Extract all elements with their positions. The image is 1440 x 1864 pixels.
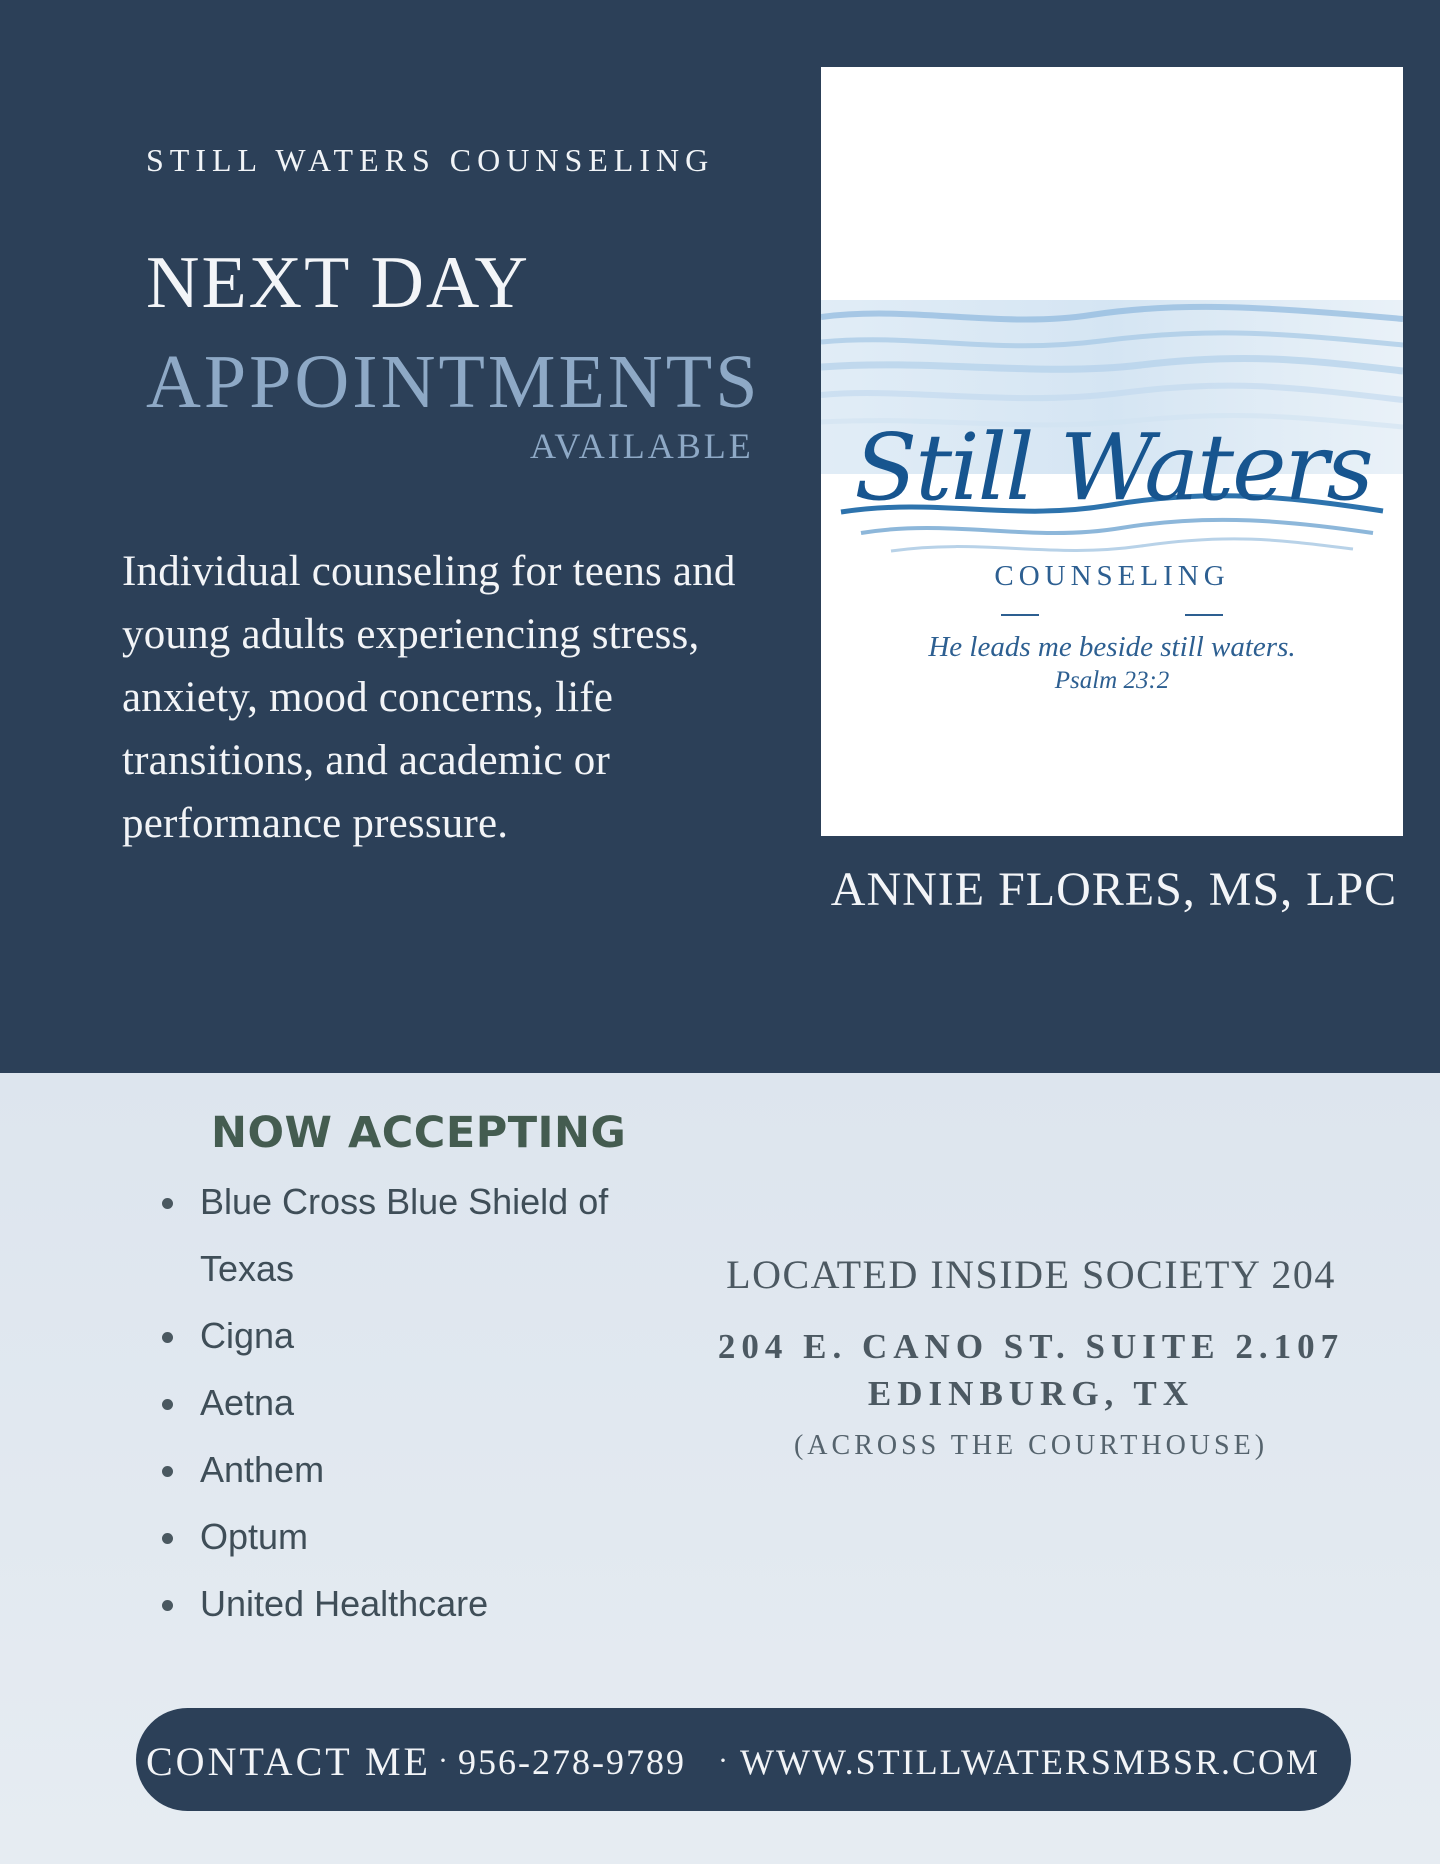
insurance-item: Aetna: [160, 1369, 680, 1436]
logo-reference: Psalm 23:2: [1054, 667, 1170, 694]
website-link[interactable]: WWW.STILLWATERSMBSR.COM: [740, 1742, 1321, 1782]
logo-card: [821, 67, 1403, 836]
logo-verse: He leads me beside still waters.: [928, 631, 1296, 663]
insurance-item: United Healthcare: [160, 1570, 680, 1637]
insurance-item: Blue Cross Blue Shield of Texas: [160, 1168, 680, 1302]
address-block: [681, 1323, 1381, 1417]
insurance-heading: NOW ACCEPTING: [211, 1108, 627, 1158]
brand-name: STILL WATERS COUNSELING: [146, 142, 715, 178]
address-line-2: EDINBURG, TX: [867, 1374, 1195, 1413]
insurance-item: Optum: [160, 1503, 680, 1570]
logo-script-text: Still Waters: [854, 414, 1372, 521]
logo-subtitle: COUNSELING: [994, 560, 1230, 592]
headline-next-day: NEXT DAY: [146, 242, 530, 324]
contact-label: CONTACT ME: [146, 1739, 431, 1784]
provider-name: ANNIE FLORES, MS, LPC: [830, 863, 1398, 916]
location-note: (ACROSS THE COURTHOUSE): [793, 1430, 1269, 1461]
insurance-item: Anthem: [160, 1436, 680, 1503]
insurance-list: [160, 1168, 680, 1637]
address-line-1: 204 E. CANO ST. SUITE 2.107: [717, 1327, 1345, 1366]
service-description: Individual counseling for teens and young adults experiencing stress, anxiety, mood concerns, life transitions, and academic or performance pressure.: [122, 548, 736, 847]
contact-separator: ·: [718, 1744, 728, 1777]
insurance-item: Cigna: [160, 1302, 680, 1369]
location-title: LOCATED INSIDE SOCIETY 204: [726, 1252, 1336, 1297]
contact-separator: ·: [438, 1744, 448, 1777]
headline-available: AVAILABLE: [530, 426, 754, 466]
headline-appointments: APPOINTMENTS: [146, 340, 761, 424]
phone-number[interactable]: 956-278-9789: [458, 1742, 686, 1782]
